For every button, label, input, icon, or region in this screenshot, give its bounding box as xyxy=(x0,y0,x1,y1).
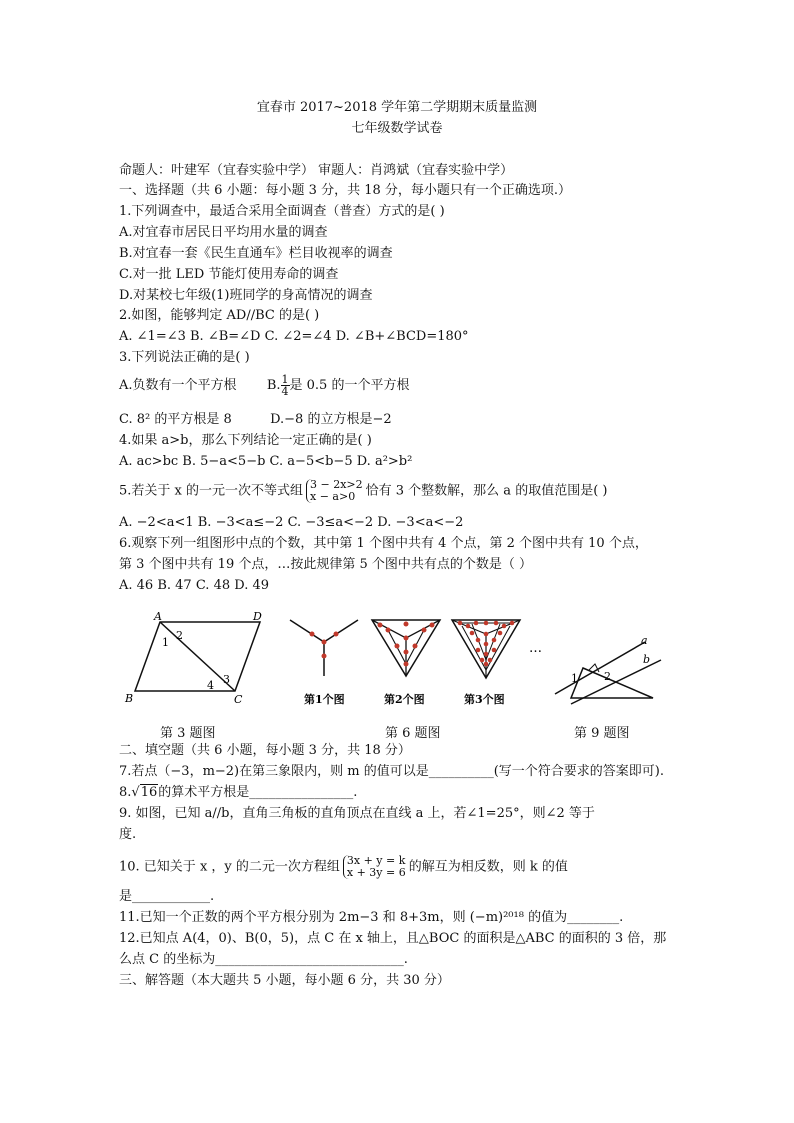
section1-heading: 一、选择题（共 6 小题：每小题 3 分，共 18 分，每小题只有一个正确选项.） xyxy=(119,183,572,198)
q1-option-d: D.对某校七年级(1)班同学的身高情况的调查 xyxy=(119,288,373,303)
q6-line1: 6.观察下列一组图形中点的个数，其中第 1 个图中共有 4 个点，第 2 个图中共有 10 个点， xyxy=(119,536,648,551)
q5-inequality-system: 3 − 2x>2 x − a>0 xyxy=(306,479,363,503)
q3-option-a: A.负数有一个平方根 xyxy=(119,378,237,393)
fig6-shape-1 xyxy=(290,620,358,676)
fig9-caption: 第 9 题图 xyxy=(574,726,630,741)
fig6-shape-2 xyxy=(372,620,440,676)
q5-stem-prefix: 5.若关于 x 的一元一次不等式组 xyxy=(119,483,303,499)
figure-q6-points xyxy=(282,614,552,714)
exam-title: 宜春市 2017~2018 学年第二学期期末质量监测 xyxy=(256,100,538,115)
fig3-angle-2: 2 xyxy=(176,629,183,642)
fig6-caption: 第 6 题图 xyxy=(385,726,441,741)
section2-heading: 二、填空题（共 6 小题，每小题 3 分，共 18 分） xyxy=(119,743,411,758)
fig3-angle-4: 4 xyxy=(207,679,214,692)
q12-line2: 么点 C 的坐标为_____________________________. xyxy=(119,952,408,967)
fig3-label-c: C xyxy=(234,693,243,706)
fig9-angle-2: 2 xyxy=(604,670,611,683)
q9-line2: 度. xyxy=(119,827,137,842)
q10-prefix: 10. 已知关于 x ，y 的二元一次方程组 xyxy=(119,859,340,875)
q5-options: A. −2<a<1 B. −3<a≤−2 C. −3≤a<−2 D. −3<a<−2 xyxy=(119,515,464,530)
exam-subtitle: 七年级数学试卷 xyxy=(351,121,443,136)
fig3-caption: 第 3 题图 xyxy=(160,726,216,741)
fig6-shape-3 xyxy=(452,620,520,678)
q3-options-cd xyxy=(119,411,392,429)
authors-line: 命题人：叶建军（宜春实验中学） 审题人：肖鸿斌（宜春实验中学） xyxy=(119,163,514,178)
q3-option-c: C. 8² 的平方根是 8 xyxy=(119,412,232,427)
fig3-label-a: A xyxy=(154,610,162,623)
q12-line1: 12.已知点 A(4，0)、B(0，5)，点 C 在 x 轴上，且△BOC 的面积是△ABC 的面积的 3 倍，那 xyxy=(119,931,667,946)
q8-text: 8.√16的算术平方根是________________. xyxy=(119,785,358,800)
fig3-label-d: D xyxy=(253,610,262,623)
section3-heading: 三、解答题（本大题共 5 小题，每小题 6 分，共 30 分） xyxy=(119,973,450,988)
q3-fraction: $\frac{1}{4}$ xyxy=(281,373,289,398)
fig9-label-b: b xyxy=(643,653,651,666)
q4-options: A. ac>bc B. 5−a<5−b C. a−5<b−5 D. a²>b² xyxy=(119,454,413,469)
figure-q3-parallelogram xyxy=(120,606,270,706)
q3-option-d: D.−8 的立方根是−2 xyxy=(270,412,392,427)
q3-stem: 3.下列说法正确的是( ) xyxy=(119,350,250,365)
q6-options: A. 46 B. 47 C. 48 D. 49 xyxy=(119,578,270,593)
fig6-label-3: 第3个图 xyxy=(464,693,505,706)
fig9-angle-1: 1 xyxy=(571,672,578,685)
q3-option-b-suffix: 是 0.5 的一个平方根 xyxy=(289,378,410,393)
q6-line2: 第 3 个图中共有 19 个点，…按此规律第 5 个图中共有点的个数是（ ） xyxy=(119,557,533,572)
q10-line1 xyxy=(119,855,568,879)
q3-option-b-prefix: B. xyxy=(266,378,281,393)
fig3-angle-1: 1 xyxy=(162,636,169,649)
q4-stem: 4.如果 a>b，那么下列结论一定正确的是( ) xyxy=(119,433,372,448)
figure-q9-parallel-lines xyxy=(553,632,668,707)
q5-stem xyxy=(119,479,607,503)
q3-options-ab xyxy=(119,374,409,397)
q8-suffix: 的算术平方根是________________. xyxy=(158,785,358,800)
q10-equation-system: 3x + y = k x + 3y = 6 xyxy=(343,855,406,879)
q2-options: A. ∠1=∠3 B. ∠B=∠D C. ∠2=∠4 D. ∠B+∠BCD=180° xyxy=(119,329,469,344)
fig3-label-b: B xyxy=(125,692,134,705)
q10-suffix: 的解互为相反数，则 k 的值 xyxy=(408,859,568,875)
q11-text: 11.已知一个正数的两个平方根分别为 2m−3 和 8+3m，则 (−m)²⁰¹⁸ 的值为________. xyxy=(119,910,624,925)
q5-stem-suffix: 恰有 3 个整数解，那么 a 的取值范围是( ) xyxy=(365,483,608,499)
q7-text: 7.若点（−3，m−2)在第三象限内，则 m 的值可以是__________(写一个符合要求的答案即可). xyxy=(119,764,664,779)
fig3-angle-3: 3 xyxy=(223,673,230,686)
q1-option-a: A.对宜春市居民日平均用水量的调查 xyxy=(119,225,328,240)
fig9-label-a: a xyxy=(641,634,648,647)
q8-prefix: 8. xyxy=(119,785,132,800)
q8-radicand: 16 xyxy=(140,785,158,800)
fig6-label-1: 第1个图 xyxy=(304,693,345,706)
q1-option-b: B.对宜春一套《民生直通车》栏目收视率的调查 xyxy=(119,246,393,261)
fig6-label-2: 第2个图 xyxy=(384,693,425,706)
fig6-ellipsis: … xyxy=(529,641,542,656)
q10-line2: 是____________. xyxy=(119,889,215,904)
q2-stem: 2.如图，能够判定 AD//BC 的是( ) xyxy=(119,308,320,323)
q9-line1: 9. 如图，已知 a//b，直角三角板的直角顶点在直线 a 上，若∠1=25°，则∠2 等于 xyxy=(119,806,595,821)
q1-stem: 1.下列调查中，最适合采用全面调查（普查）方式的是( ) xyxy=(119,204,445,219)
q1-option-c: C.对一批 LED 节能灯使用寿命的调查 xyxy=(119,267,339,282)
